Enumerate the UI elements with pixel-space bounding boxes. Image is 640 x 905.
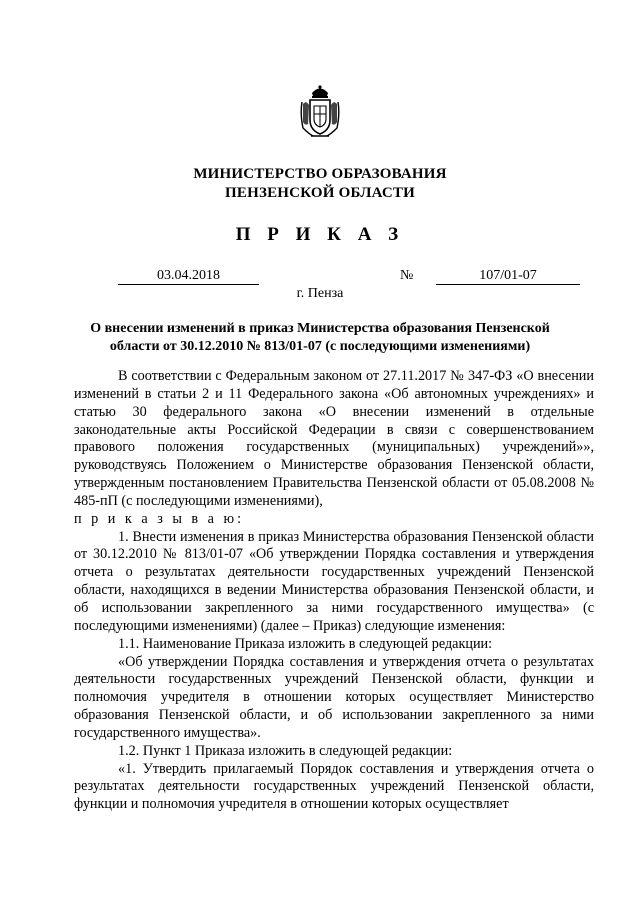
order-number: 107/01-07 <box>436 268 580 285</box>
order-date: 03.04.2018 <box>118 268 259 285</box>
decree-word <box>74 511 594 529</box>
order-body <box>74 368 594 814</box>
preamble-paragraph: В соответствии с Федеральным законом от 27.11.2017 № 347-ФЗ «О внесении изменений в статьи 2 и 11 Федерального закона «Об автономных учреждениях» и статью 30 федерального закона «О внесении изменений в отдельные законодательные акты Российской Федерации в связи с совершенствованием правового положения государственных (муниципальных) учреждений»», руководствуясь Положением о Министерстве образования Пензенской области, утвержденным постановлением Правительства Пензенской области от 05.08.2008 № 485-пП (с последующими изменениями), <box>74 368 594 509</box>
ministry-name-line1: МИНИСТЕРСТВО ОБРАЗОВАНИЯ <box>193 166 447 182</box>
coat-of-arms-icon <box>299 84 341 140</box>
order-subject <box>70 320 570 356</box>
city-name: г. Пенза <box>296 286 344 301</box>
decree-word-text: п р и к а з ы в а ю: <box>74 510 245 527</box>
item-1-paragraph: 1. Внести изменения в приказ Министерства образования Пензенской области от 30.12.2010 № 813/01-07 «Об утверждении Порядка составления и утверждения отчета о результатах деятельности государственных учреждений Пензенской области, находящихся в ведении Министерства образования Пензенской области, и об использовании закрепленного за ними государственного имущества» (с последующими изменениями) (далее – Приказ) следующие изменения: <box>74 528 594 634</box>
subject-line1: О внесении изменений в приказ Министерства образования Пензенской <box>90 321 550 336</box>
ministry-name-line2: ПЕНЗЕНСКОЙ ОБЛАСТИ <box>225 185 415 201</box>
document-type-title: П Р И К А З <box>235 224 405 245</box>
item-1-1-paragraph: 1.1. Наименование Приказа изложить в следующей редакции: <box>118 635 493 652</box>
item-1-2-text-paragraph: «1. Утвердить прилагаемый Порядок составления и утверждения отчета о результатах деятельности государственных учреждений Пензенской области, функции и полномочия учредителя в отношении которых осуществляет <box>74 760 594 813</box>
item-1-2-paragraph: 1.2. Пункт 1 Приказа изложить в следующей редакции: <box>118 742 453 759</box>
subject-line2: области от 30.12.2010 № 813/01-07 (с последующими изменениями) <box>109 339 531 354</box>
item-1-1-text-paragraph: «Об утверждении Порядка составления и утверждения отчета о результатах деятельности государственных учреждений Пензенской области, функции и полномочия учредителя в отношении которых осуществляет Министерство образования Пензенской области, и об использовании закрепленного за ними государственного имущества». <box>74 653 594 741</box>
number-sign: № <box>400 268 414 283</box>
